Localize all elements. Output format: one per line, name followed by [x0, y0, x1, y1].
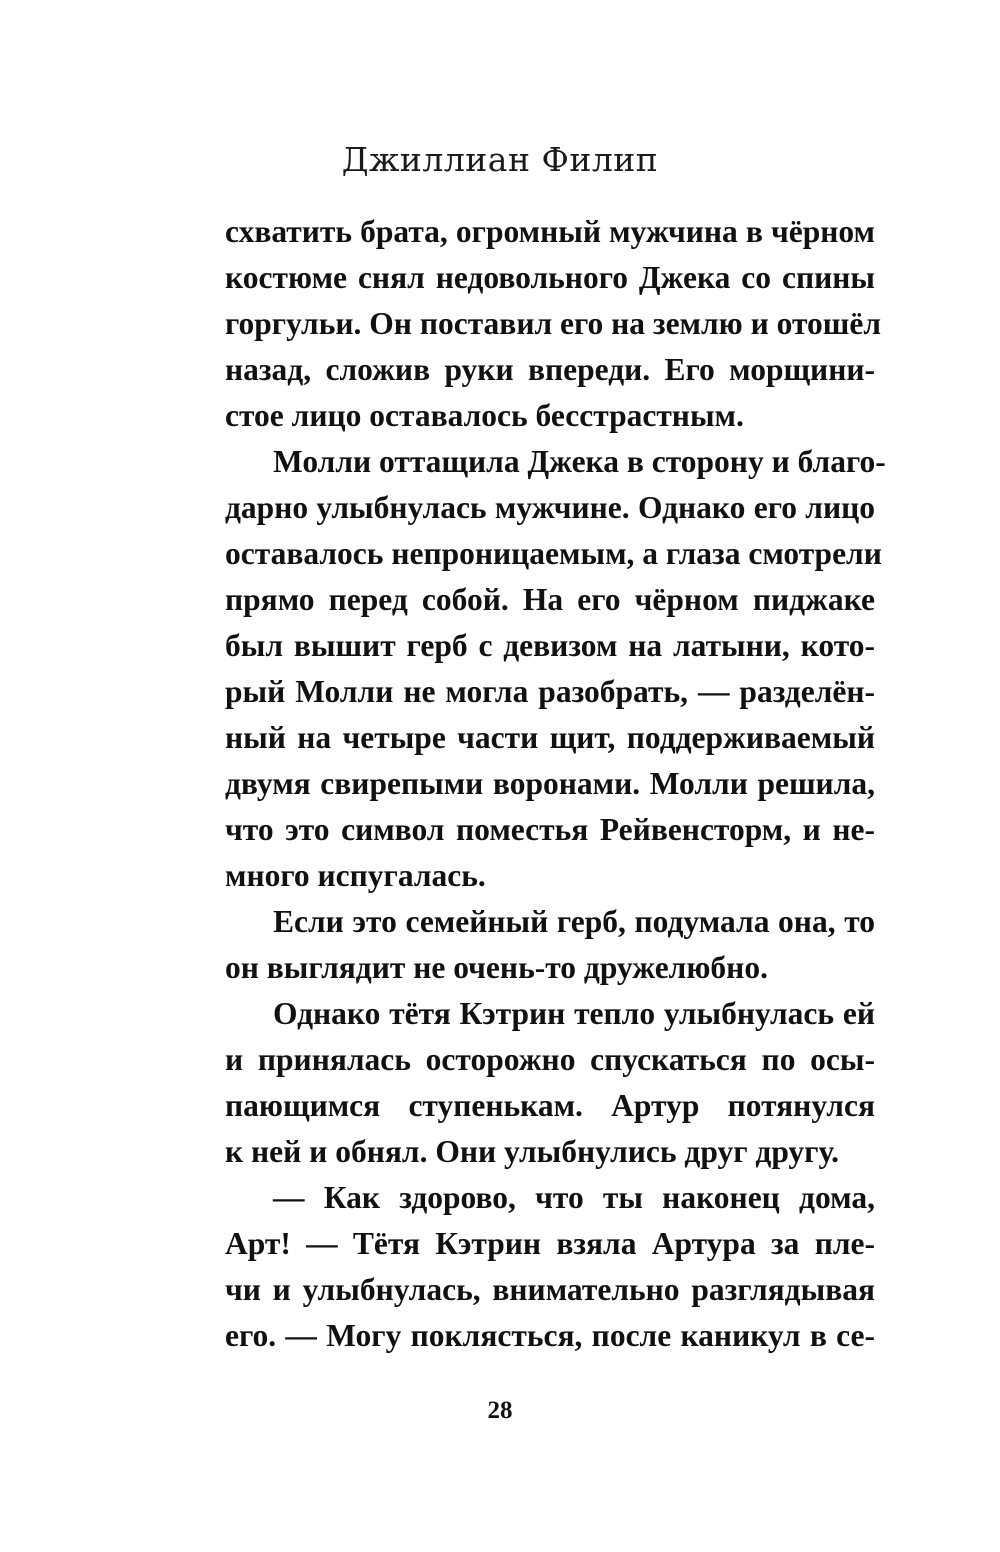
text-line: Если это семейный герб, подумала она, то	[273, 904, 875, 939]
text-line: что это символ поместья Рейвенсторм, и не-	[225, 812, 875, 847]
text-line: прямо перед собой. На его чёрном пиджаке	[225, 582, 875, 617]
text-line: много испугалась.	[225, 858, 486, 893]
text-line: назад, сложив руки впереди. Его морщини-	[225, 352, 875, 387]
text-line: горгульи. Он поставил его на землю и отошёл	[225, 306, 882, 341]
text-line: был вышит герб с девизом на латыни, кото-	[225, 628, 875, 663]
text-line: Арт! — Тётя Кэтрин взяла Артура за пле-	[225, 1226, 875, 1261]
body-text	[225, 209, 886, 1359]
text-line: его. — Могу поклясться, после каникул в се-	[225, 1318, 875, 1353]
page-number: 28	[487, 1397, 513, 1424]
text-line: ный на четыре части щит, поддерживаемый	[225, 720, 875, 755]
text-line: он выглядит не очень-то дружелюбно.	[225, 950, 768, 985]
text-line: схватить брата, огромный мужчина в чёрном	[225, 214, 875, 249]
text-line: двумя свирепыми воронами. Молли решила,	[225, 766, 875, 801]
text-line: — Как здорово, что ты наконец дома,	[273, 1180, 875, 1215]
running-header: Джиллиан Филип	[341, 140, 659, 179]
text-line: Однако тётя Кэтрин тепло улыбнулась ей	[273, 996, 875, 1031]
text-line: и принялась осторожно спускаться по осы-	[225, 1042, 875, 1077]
text-line: чи и улыбнулась, внимательно разглядывая	[225, 1272, 875, 1307]
text-line: стое лицо оставалось бесстрастным.	[225, 398, 744, 433]
text-line: костюме снял недовольного Джека со спины	[225, 260, 875, 295]
text-line: Молли оттащила Джека в сторону и благо-	[273, 444, 886, 479]
text-line: к ней и обнял. Они улыбнулись друг другу.	[225, 1134, 839, 1169]
text-line: дарно улыбнулась мужчине. Однако его лицо	[225, 490, 875, 525]
text-line: оставалось непроницаемым, а глаза смотрели	[225, 536, 882, 571]
text-line: пающимся ступенькам. Артур потянулся	[225, 1088, 875, 1123]
text-line: рый Молли не могла разобрать, — разделён-	[225, 674, 875, 709]
